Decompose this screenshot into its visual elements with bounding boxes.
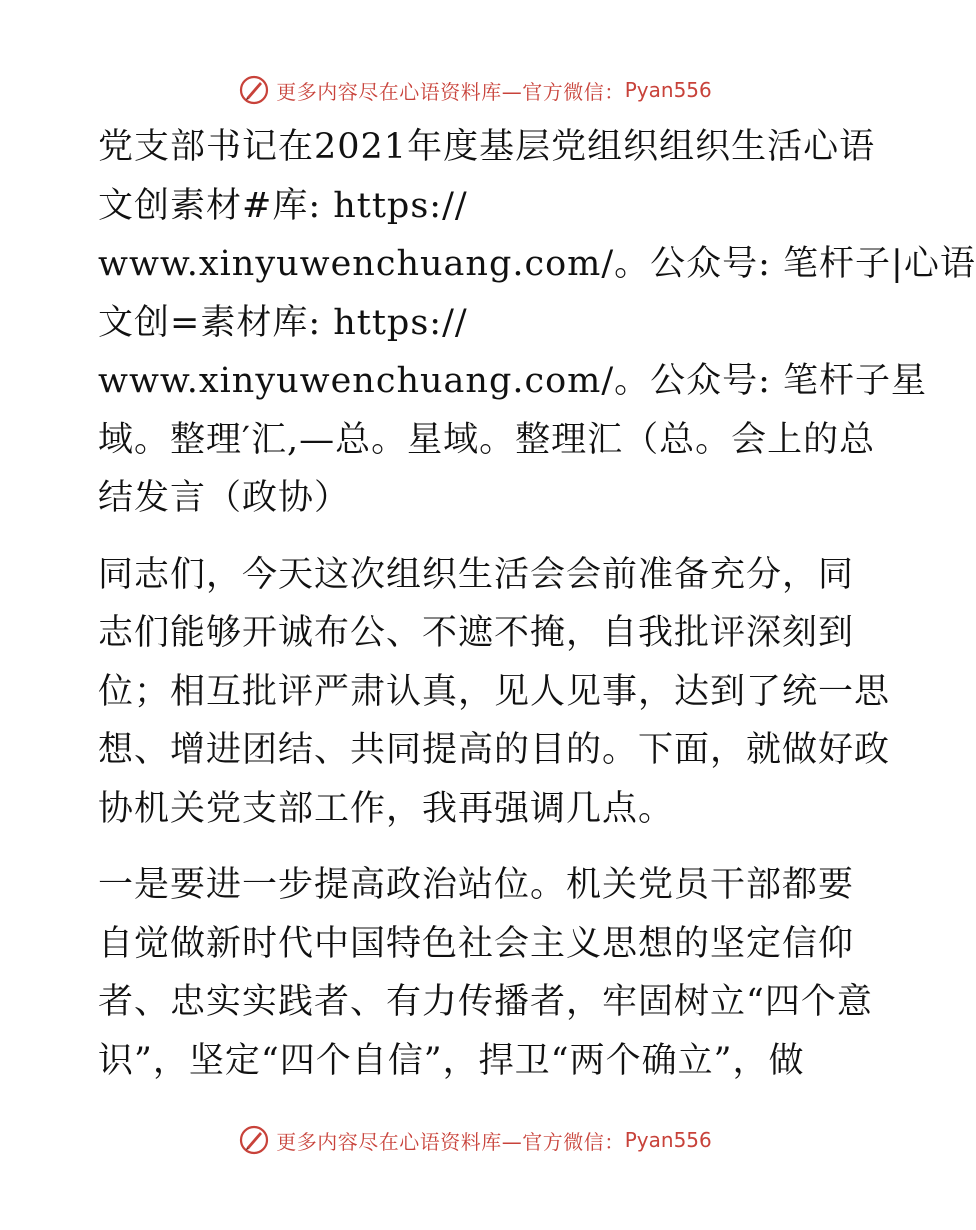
text-line: 者、忠实实践者、有力传播者，牢固树立“四个意 — [98, 982, 873, 1022]
text-line: 一是要进一步提高政治站位。机关党员干部都要 — [98, 865, 855, 905]
text-line: 自觉做新时代中国特色社会主义思想的坚定信仰 — [98, 923, 855, 964]
quill-logo-icon — [238, 1124, 270, 1156]
text-line: 同志们，今天这次组织生活会会前准备充分，同 — [98, 554, 855, 595]
text-line: 文创素材#库: https:// — [98, 185, 468, 226]
paragraph — [98, 856, 873, 1090]
text-line: 位；相互批评严肃认真，见人见事，达到了统一思 — [98, 671, 891, 712]
document-body — [98, 118, 976, 1090]
text-line: 识”，坚定“四个自信”，捍卫“两个确立”，做 — [98, 1040, 805, 1081]
wechat-id: Pyan556 — [624, 1128, 712, 1152]
text-line: 志们能够开诚布公、不遮不掩，自我批评深刻到 — [98, 613, 855, 653]
text-line: www.xinyuwenchuang.com/。公众号: 笔杆子星 — [98, 361, 928, 401]
quill-logo-icon — [238, 74, 270, 106]
banner-text: 更多内容尽在心语资料库—官方微信： — [276, 79, 625, 104]
banner-text: 更多内容尽在心语资料库—官方微信： — [276, 1129, 625, 1154]
paragraph — [98, 546, 891, 839]
text-line: 协机关党支部工作，我再强调几点。 — [98, 788, 675, 829]
text-line: 结发言（政协） — [98, 478, 351, 518]
text-line: 域。整理′汇,—总。星域。整理汇（总。会上的总 — [98, 419, 876, 460]
text-line: 想、增进团结、共同提高的目的。下面，就做好政 — [98, 730, 891, 770]
text-line: www.xinyuwenchuang.com/。公众号: 笔杆子|心语 — [98, 244, 976, 284]
text-line: 文创=素材库: https:// — [98, 302, 468, 343]
footer-banner — [0, 1120, 950, 1160]
header-banner — [0, 70, 950, 110]
text-line: 党支部书记在2021年度基层党组织组织生活心语 — [98, 127, 876, 167]
wechat-id: Pyan556 — [624, 78, 712, 102]
paragraph — [98, 118, 976, 528]
